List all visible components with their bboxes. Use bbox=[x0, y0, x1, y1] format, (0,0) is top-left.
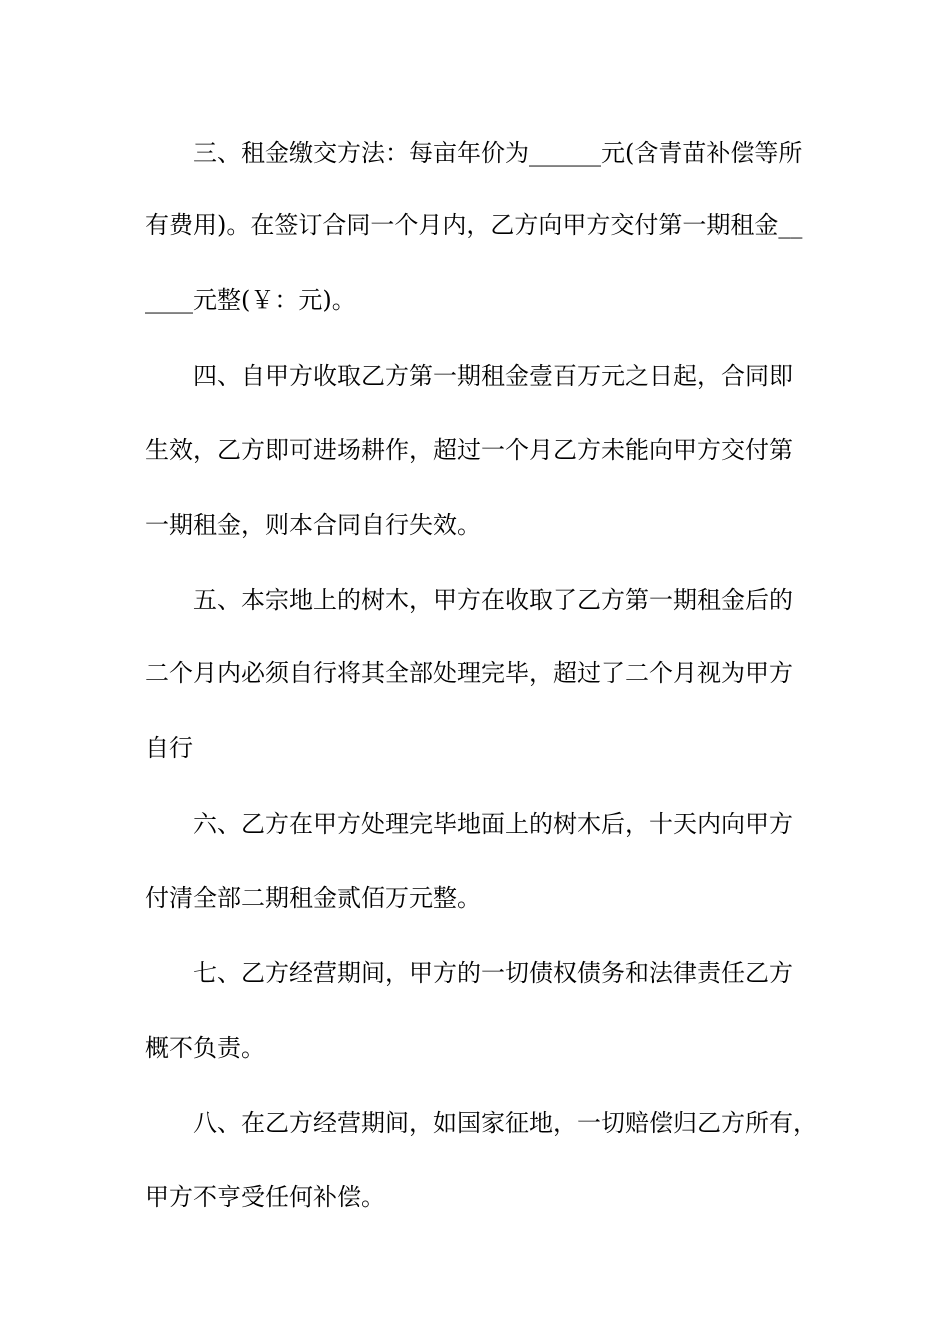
clause-6-line-2: 付清全部二期租金贰佰万元整。 bbox=[145, 884, 481, 912]
clause-5-line-3: 自行 bbox=[145, 734, 193, 762]
clause-8-line-1: 八、在乙方经营期间，如国家征地，一切赔偿归乙方所有， bbox=[193, 1109, 817, 1137]
clause-7-line-2: 概不负责。 bbox=[145, 1034, 265, 1062]
clause-8-line-2: 甲方不亨受任何补偿。 bbox=[145, 1183, 385, 1211]
clause-3-line-1: 三、租金缴交方法：每亩年价为______元(含青苗补偿等所 bbox=[193, 139, 803, 167]
clause-3-line-2: 有费用)。在签订合同一个月内，乙方向甲方交付第一期租金__ bbox=[145, 211, 803, 239]
clause-6-line-1: 六、乙方在甲方处理完毕地面上的树木后，十天内向甲方 bbox=[193, 810, 793, 838]
clause-7-line-1: 七、乙方经营期间，甲方的一切债权债务和法律责任乙方 bbox=[193, 959, 793, 987]
clause-5-line-1: 五、本宗地上的树木，甲方在收取了乙方第一期租金后的 bbox=[193, 586, 793, 614]
clause-5-line-2: 二个月内必须自行将其全部处理完毕，超过了二个月视为甲方 bbox=[145, 659, 793, 687]
clause-3-line-3: ____元整(￥：元)。 bbox=[145, 286, 356, 314]
clause-4-line-3: 一期租金，则本合同自行失效。 bbox=[145, 511, 481, 539]
clause-4-line-2: 生效，乙方即可进场耕作，超过一个月乙方未能向甲方交付第 bbox=[145, 436, 793, 464]
clause-4-line-1: 四、自甲方收取乙方第一期租金壹百万元之日起，合同即 bbox=[193, 362, 793, 390]
